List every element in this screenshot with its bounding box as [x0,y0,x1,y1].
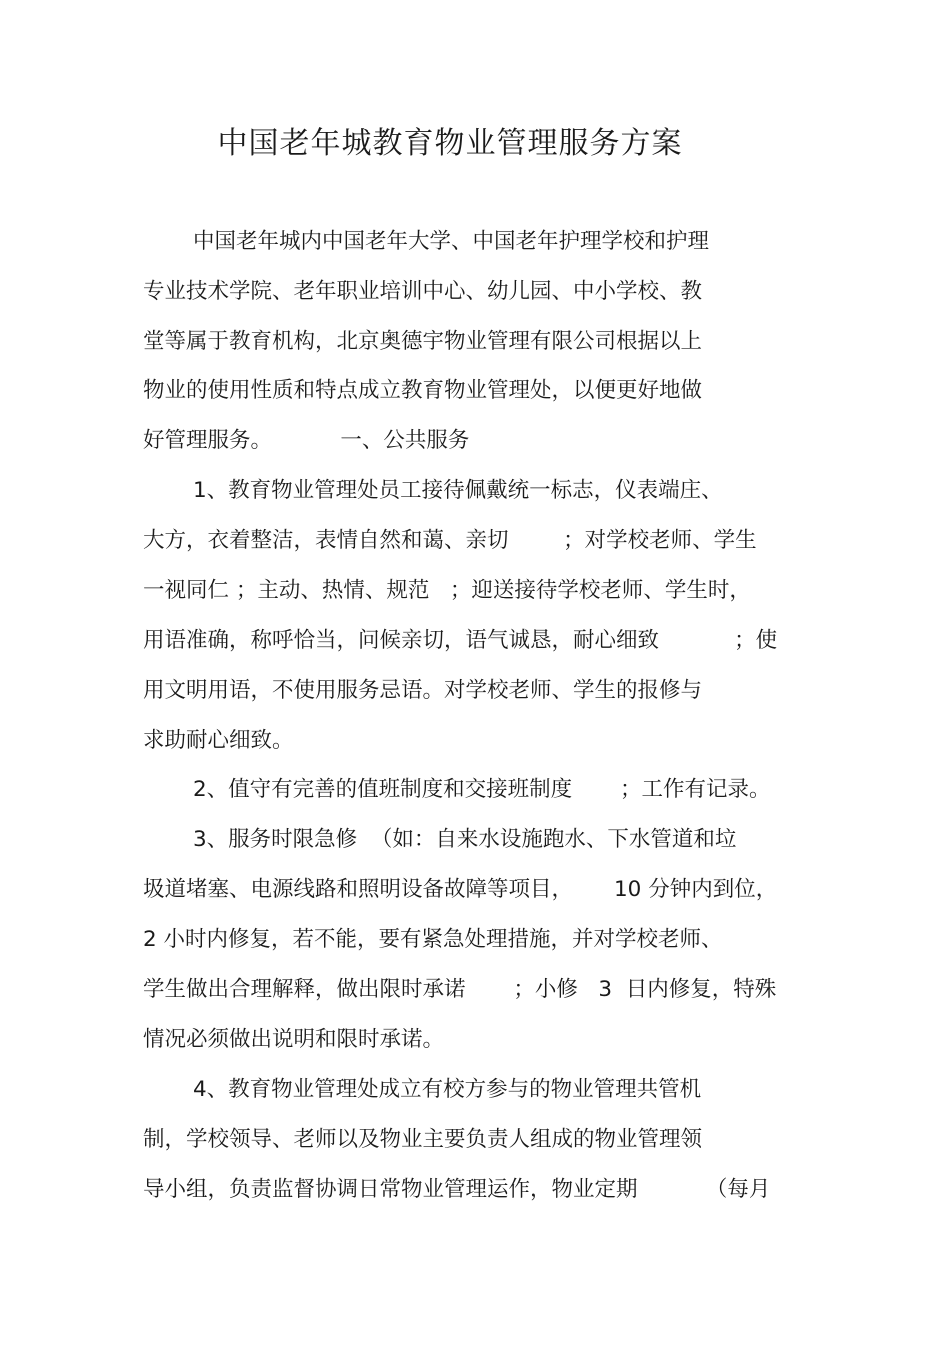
paragraph-line: 好管理服务。 一、公共服务 [143,428,470,453]
paragraph-line: 导小组，负责监督协调日常物业管理运作，物业定期 （每月 [143,1177,771,1202]
paragraph-line: 中国老年城内中国老年大学、中国老年护理学校和护理 [193,229,710,254]
paragraph-line: 用文明用语，不使用服务忌语。对学校老师、学生的报修与 [143,678,703,703]
paragraph-line: 2、值守有完善的值班制度和交接班制度 ；工作有记录。 [193,777,771,802]
paragraph-line: 堂等属于教育机构，北京奥德宇物业管理有限公司根据以上 [143,329,703,354]
paragraph-line: 一视同仁 ；主动、热情、规范 ；迎送接待学校老师、学生时， [143,578,751,603]
document-title: 中国老年城教育物业管理服务方案 [217,126,683,161]
paragraph-line: 圾道堵塞、电源线路和照明设备故障等项目， 10 分钟内到位， [143,877,778,902]
paragraph-line: 用语准确，称呼恰当，问候亲切，语气诚恳，耐心细致 ；使 [143,628,778,653]
paragraph-line: 学生做出合理解释，做出限时承诺 ；小修 3 日内修复，特殊 [143,977,777,1002]
paragraph-line: 物业的使用性质和特点成立教育物业管理处，以便更好地做 [143,378,703,403]
paragraph-line: 求助耐心细致。 [143,728,294,753]
paragraph-line: 1、教育物业管理处员工接待佩戴统一标志，仪表端庄、 [193,478,723,503]
paragraph-line: 2 小时内修复，若不能，要有紧急处理措施，并对学校老师、 [143,927,723,952]
paragraph-line: 3、服务时限急修 （如：自来水设施跑水、下水管道和垃 [193,827,737,852]
paragraph-line: 专业技术学院、老年职业培训中心、幼儿园、中小学校、教 [143,279,703,304]
paragraph-line: 大方，衣着整洁，表情自然和蔼、亲切 ；对学校老师、学生 [143,528,757,553]
paragraph-line: 制，学校领导、老师以及物业主要负责人组成的物业管理领 [143,1127,703,1152]
paragraph-line: 情况必须做出说明和限时承诺。 [143,1027,445,1052]
paragraph-line: 4、教育物业管理处成立有校方参与的物业管理共管机 [193,1077,702,1102]
